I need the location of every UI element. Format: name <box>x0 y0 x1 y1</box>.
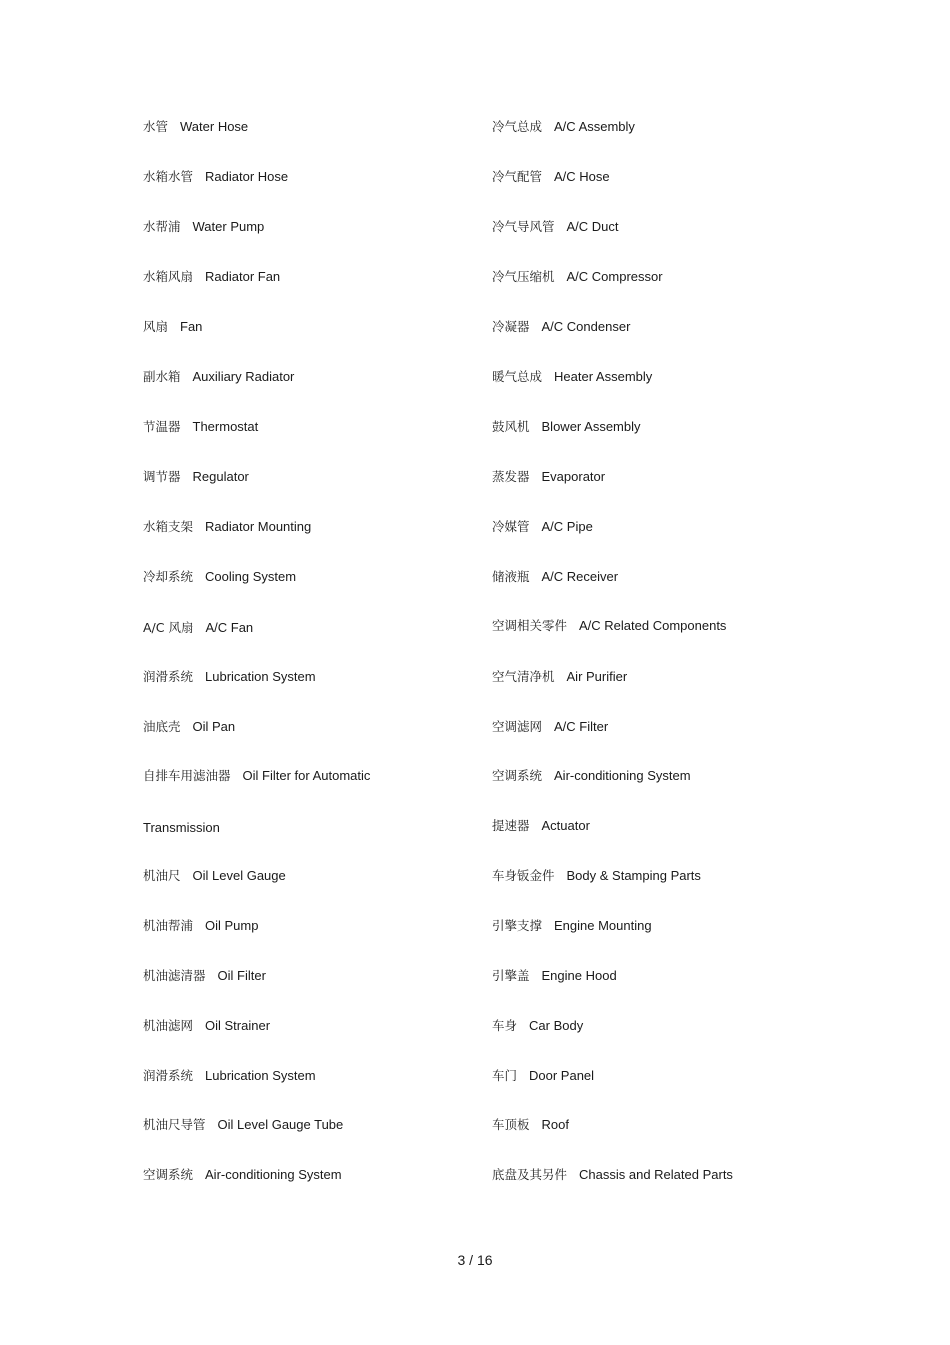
chinese-term: 冷媒管 <box>492 519 530 534</box>
chinese-term: 车顶板 <box>492 1117 530 1132</box>
chinese-term: 冷气导风管 <box>492 219 555 234</box>
chinese-term: 暖气总成 <box>492 369 543 384</box>
chinese-term: 机油滤网 <box>143 1018 194 1033</box>
english-term: Fan <box>180 319 203 334</box>
english-term: Thermostat <box>192 419 259 434</box>
english-term: Body & Stamping Parts <box>566 868 701 883</box>
left-glossary-entry <box>143 369 294 385</box>
chinese-term: 润滑系统 <box>143 669 194 684</box>
right-glossary-entry <box>492 818 590 834</box>
english-term: Regulator <box>192 469 249 484</box>
chinese-term: 提速器 <box>492 818 530 833</box>
chinese-term: 水管 <box>143 119 169 134</box>
right-glossary-entry <box>492 768 691 784</box>
right-glossary-entry <box>492 169 610 185</box>
right-glossary-entry <box>492 369 652 385</box>
english-term: Radiator Fan <box>205 269 281 284</box>
chinese-term: 空调系统 <box>143 1167 194 1182</box>
english-term: Evaporator <box>541 469 606 484</box>
left-glossary-entry <box>143 1117 343 1133</box>
chinese-term: 机油滤清器 <box>143 968 206 983</box>
chinese-term: 调节器 <box>143 469 181 484</box>
english-term: A/C Compressor <box>566 269 663 284</box>
left-glossary-entry <box>143 669 316 685</box>
english-term: Engine Hood <box>541 968 617 983</box>
left-glossary-entry <box>143 820 220 836</box>
english-term: Water Hose <box>180 119 249 134</box>
right-glossary-entry <box>492 1068 594 1084</box>
chinese-term: 引擎支撑 <box>492 918 543 933</box>
english-term: Cooling System <box>205 569 297 584</box>
left-glossary-entry <box>143 868 286 884</box>
left-glossary-entry <box>143 469 249 485</box>
english-term: A/C Receiver <box>541 569 619 584</box>
right-glossary-entry <box>492 918 652 934</box>
left-glossary-entry <box>143 519 311 535</box>
chinese-term: 冷气总成 <box>492 119 543 134</box>
chinese-term: 冷凝器 <box>492 319 530 334</box>
chinese-term: 冷气配管 <box>492 169 543 184</box>
english-term: Water Pump <box>192 219 265 234</box>
english-term: Chassis and Related Parts <box>579 1167 733 1182</box>
chinese-term: 副水箱 <box>143 369 181 384</box>
right-glossary-entry <box>492 1018 583 1034</box>
chinese-term: 机油帮浦 <box>143 918 194 933</box>
chinese-term: 鼓风机 <box>492 419 530 434</box>
left-glossary-entry <box>143 768 370 784</box>
chinese-term: 冷却系统 <box>143 569 194 584</box>
right-glossary-entry <box>492 119 635 135</box>
right-glossary-entry <box>492 669 627 685</box>
left-glossary-entry <box>143 1068 316 1084</box>
english-term: A/C Pipe <box>541 519 593 534</box>
chinese-term: 底盘及其另件 <box>492 1167 568 1182</box>
chinese-term: 水箱风扇 <box>143 269 194 284</box>
left-glossary-entry <box>143 169 288 185</box>
chinese-term: 空调相关零件 <box>492 618 568 633</box>
right-glossary-entry <box>492 868 701 884</box>
left-glossary-entry <box>143 419 258 435</box>
english-term: Radiator Hose <box>205 169 289 184</box>
left-glossary-entry <box>143 968 266 984</box>
english-term: Car Body <box>529 1018 584 1033</box>
chinese-term: 空调系统 <box>492 768 543 783</box>
english-term: A/C Duct <box>566 219 619 234</box>
english-term: Air-conditioning System <box>554 768 691 783</box>
left-glossary-entry <box>143 1018 270 1034</box>
english-term: Oil Filter for Automatic <box>242 768 371 783</box>
english-term: Oil Level Gauge Tube <box>217 1117 344 1132</box>
left-glossary-entry <box>143 1167 342 1183</box>
chinese-term: A/C 风扇 <box>143 620 194 635</box>
chinese-term: 蒸发器 <box>492 469 530 484</box>
left-glossary-entry <box>143 319 202 335</box>
chinese-term: 车身 <box>492 1018 518 1033</box>
english-term: Blower Assembly <box>541 419 641 434</box>
chinese-term: 润滑系统 <box>143 1068 194 1083</box>
right-glossary-entry <box>492 519 593 535</box>
right-glossary-entry <box>492 569 618 585</box>
chinese-term: 油底壳 <box>143 719 181 734</box>
english-term: Air Purifier <box>566 669 628 684</box>
english-term: A/C Hose <box>554 169 610 184</box>
right-glossary-entry <box>492 719 608 735</box>
english-term: A/C Filter <box>554 719 609 734</box>
right-glossary-entry <box>492 1117 569 1133</box>
english-term: Oil Level Gauge <box>192 868 286 883</box>
chinese-term: 机油尺导管 <box>143 1117 206 1132</box>
right-glossary-entry <box>492 968 617 984</box>
chinese-term: 风扇 <box>143 319 169 334</box>
chinese-term: 节温器 <box>143 419 181 434</box>
chinese-term: 水帮浦 <box>143 219 181 234</box>
chinese-term: 冷气压缩机 <box>492 269 555 284</box>
english-term: Door Panel <box>529 1068 595 1083</box>
english-term: A/C Assembly <box>554 119 635 134</box>
chinese-term: 储液瓶 <box>492 569 530 584</box>
chinese-term: 自排车用滤油器 <box>143 768 231 783</box>
right-glossary-entry <box>492 618 726 634</box>
left-glossary-entry <box>143 719 235 735</box>
english-term: Heater Assembly <box>554 369 653 384</box>
english-term: Oil Filter <box>217 968 266 983</box>
left-glossary-entry <box>143 918 258 934</box>
left-glossary-entry <box>143 119 248 135</box>
right-glossary-entry <box>492 319 630 335</box>
english-term: Engine Mounting <box>554 918 652 933</box>
right-glossary-entry <box>492 1167 733 1183</box>
left-glossary-entry <box>143 219 264 235</box>
page-number: 3 / 16 <box>457 1252 493 1268</box>
english-term: Roof <box>541 1117 569 1132</box>
english-term: Lubrication System <box>205 1068 316 1083</box>
chinese-term: 车门 <box>492 1068 518 1083</box>
chinese-term: 机油尺 <box>143 868 181 883</box>
english-term: Lubrication System <box>205 669 316 684</box>
left-glossary-entry <box>143 620 253 636</box>
english-term: Oil Strainer <box>205 1018 271 1033</box>
left-glossary-entry <box>143 269 280 285</box>
chinese-term: 水箱支架 <box>143 519 194 534</box>
english-term: Actuator <box>541 818 590 833</box>
left-glossary-entry <box>143 569 296 585</box>
english-term: Auxiliary Radiator <box>192 369 295 384</box>
right-glossary-entry <box>492 419 641 435</box>
english-term: Air-conditioning System <box>205 1167 342 1182</box>
chinese-term: 车身钣金件 <box>492 868 555 883</box>
english-term: Oil Pan <box>192 719 236 734</box>
english-term: A/C Fan <box>205 620 254 635</box>
english-term: Oil Pump <box>205 918 259 933</box>
chinese-term: 水箱水管 <box>143 169 194 184</box>
right-glossary-entry <box>492 219 619 235</box>
english-term: Transmission <box>143 820 220 835</box>
chinese-term: 空气清净机 <box>492 669 555 684</box>
right-glossary-entry <box>492 469 605 485</box>
chinese-term: 空调滤网 <box>492 719 543 734</box>
chinese-term: 引擎盖 <box>492 968 530 983</box>
english-term: A/C Condenser <box>541 319 631 334</box>
english-term: Radiator Mounting <box>205 519 312 534</box>
english-term: A/C Related Components <box>579 618 727 633</box>
right-glossary-entry <box>492 269 663 285</box>
